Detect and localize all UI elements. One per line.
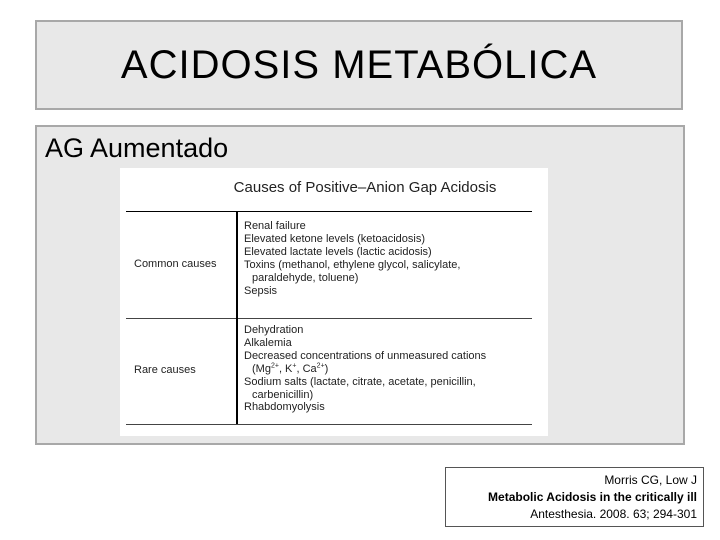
reference-box bbox=[445, 467, 704, 527]
rare-causes-list bbox=[244, 324, 486, 414]
common-causes-label: Common causes bbox=[134, 258, 217, 270]
cations-line: ($Mg^{2+}$, K+, $Ca^{2+}$) bbox=[252, 362, 329, 375]
rare-causes-label: Rare causes bbox=[134, 364, 196, 376]
list-item: Sepsis bbox=[244, 284, 278, 297]
common-causes-list bbox=[244, 220, 460, 297]
causes-table bbox=[120, 168, 548, 436]
table-column-divider bbox=[236, 212, 238, 424]
list-item: Alkalemia bbox=[244, 336, 292, 349]
content-box bbox=[35, 125, 685, 445]
list-item-continuation: paraldehyde, toluene) bbox=[252, 271, 359, 284]
list-item: Elevated lactate levels (lactic acidosis) bbox=[244, 245, 432, 258]
reference-article-title: Metabolic Acidosis in the critically ill bbox=[488, 490, 697, 504]
reference-journal: Antesthesia. 2008. 63; 294-301 bbox=[530, 507, 697, 521]
table-bottom-rule bbox=[126, 424, 532, 425]
title-box bbox=[35, 20, 683, 110]
list-item-continuation: carbenicillin) bbox=[252, 388, 314, 401]
table-top-rule bbox=[126, 211, 532, 212]
list-item bbox=[244, 376, 486, 402]
list-item-line: Sodium salts (lactate, citrate, acetate, penicillin, bbox=[244, 375, 476, 388]
slide-title: ACIDOSIS METABÓLICA bbox=[120, 42, 598, 87]
list-item bbox=[244, 259, 460, 285]
table-title: Causes of Positive–Anion Gap Acidosis bbox=[233, 179, 497, 196]
table-middle-rule bbox=[126, 318, 532, 319]
slide-subtitle: AG Aumentado bbox=[45, 133, 229, 163]
list-item bbox=[244, 350, 486, 376]
list-item-line: Decreased concentrations of unmeasured cations bbox=[244, 349, 487, 362]
list-item: Rhabdomyolysis bbox=[244, 401, 325, 414]
list-item-line: Toxins (methanol, ethylene glycol, salicylate, bbox=[244, 258, 461, 271]
reference-authors: Morris CG, Low J bbox=[604, 473, 697, 487]
list-item: Renal failure bbox=[244, 220, 306, 232]
list-item: Elevated ketone levels (ketoacidosis) bbox=[244, 232, 425, 245]
list-item: Dehydration bbox=[244, 324, 304, 336]
